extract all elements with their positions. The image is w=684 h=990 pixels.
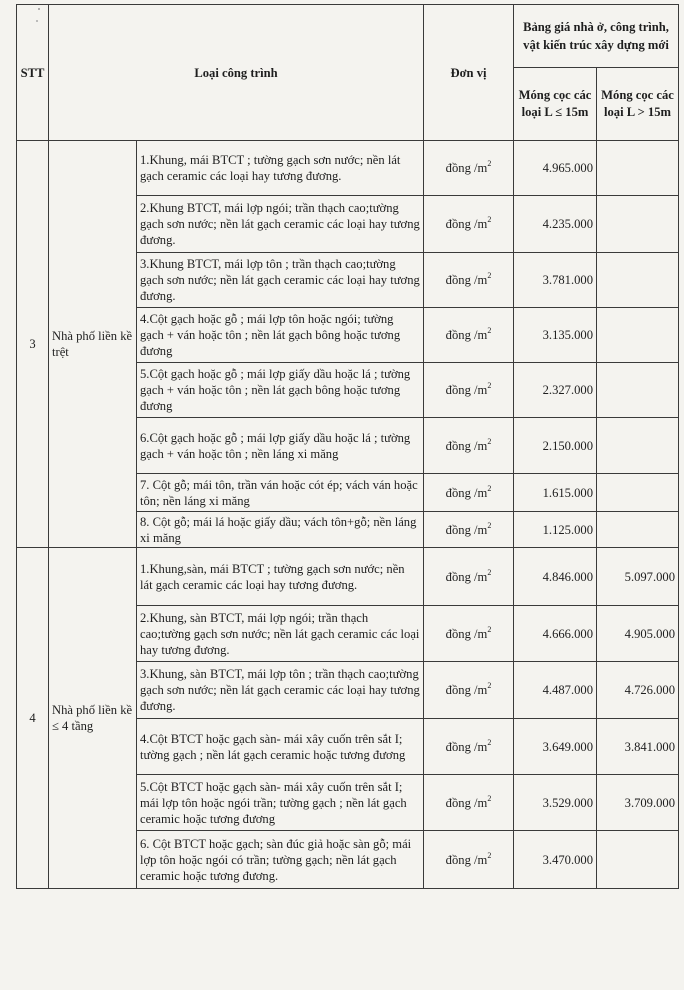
structure-description: 4.Cột gạch hoặc gỗ ; mái lợp tôn hoặc ngói; tường gạch + ván hoặc tôn ; nền lát gạch bông hoặc tương đương [137, 308, 424, 363]
structure-description: 5.Cột gạch hoặc gỗ ; mái lợp giấy dầu hoặc lá ; tường gạch + ván hoặc tôn ; nền lát gạch bông hoặc tương đương [137, 363, 424, 418]
price-long-pile [597, 418, 679, 474]
price-long-pile [597, 196, 679, 253]
structure-description: 3.Khung, sàn BTCT, mái lợp tôn ; trần thạch cao;tường gạch sơn nước; nền lát gạch ceramic các loại hay tương đương. [137, 662, 424, 719]
unit-superscript: 2 [487, 326, 492, 335]
unit-text: đồng /m [445, 739, 488, 754]
unit-superscript: 2 [487, 681, 492, 690]
price-long-pile [597, 831, 679, 889]
structure-description: 6.Cột gạch hoặc gỗ ; mái lợp giấy dầu hoặc lá ; tường gạch + ván hoặc tôn ; nền láng xi măng [137, 418, 424, 474]
unit-text: đồng /m [445, 626, 488, 641]
price-short-pile: 1.125.000 [514, 512, 597, 548]
unit-superscript: 2 [487, 520, 492, 530]
building-type: Nhà phố liền kề trệt [49, 141, 137, 548]
unit-superscript: 2 [487, 436, 492, 446]
structure-description: 5.Cột BTCT hoặc gạch sàn- mái xây cuốn trên sắt I; mái lợp tôn hoặc ngói trần; tường gạch ; nền lát gạch ceramic hoặc tương đương [137, 775, 424, 831]
structure-description: 2.Khung, sàn BTCT, mái lợp ngói; trần thạch cao;tường gạch sơn nước; nền lát gạch ceramic các loại hay tương đương. [137, 606, 424, 662]
unit-cell [424, 308, 514, 363]
price-short-pile: 2.327.000 [514, 363, 597, 418]
unit-text: đồng /m [445, 795, 488, 810]
price-short-pile: 4.846.000 [514, 548, 597, 606]
unit-text: đồng /m [445, 438, 488, 453]
price-long-pile [597, 363, 679, 418]
unit-superscript: 2 [487, 850, 492, 860]
unit-text: đồng /m [445, 383, 488, 397]
header-price-group: Bảng giá nhà ở, công trình, vật kiến trúc xây dựng mới [514, 5, 679, 68]
structure-description: 1.Khung,sàn, mái BTCT ; tường gạch sơn nước; nền lát gạch ceramic các loại hay tương đương. [137, 548, 424, 606]
unit-cell [424, 512, 514, 548]
unit-cell [424, 831, 514, 889]
table-row [17, 548, 679, 606]
unit-text: đồng /m [445, 852, 488, 867]
row-stt: 4 [17, 548, 49, 889]
unit-text: đồng /m [445, 522, 488, 537]
table-body [17, 141, 679, 889]
unit-cell [424, 719, 514, 775]
price-short-pile: 2.150.000 [514, 418, 597, 474]
header-stt: STT [17, 5, 49, 141]
unit-text: đồng /m [445, 683, 488, 697]
price-short-pile: 4.666.000 [514, 606, 597, 662]
unit-superscript: 2 [487, 159, 492, 168]
unit-text: đồng /m [445, 485, 488, 500]
table-row [17, 141, 679, 196]
structure-description: 7. Cột gỗ; mái tôn, trần ván hoặc cót ép; vách ván hoặc tôn; nền láng xi măng [137, 474, 424, 512]
unit-cell [424, 548, 514, 606]
building-type: Nhà phố liền kề ≤ 4 tầng [49, 548, 137, 889]
unit-cell [424, 363, 514, 418]
structure-description: 1.Khung, mái BTCT ; tường gạch sơn nước; nền lát gạch ceramic các loại hay tương đương. [137, 141, 424, 196]
unit-superscript: 2 [487, 271, 492, 280]
price-short-pile: 3.781.000 [514, 253, 597, 308]
price-long-pile: 3.709.000 [597, 775, 679, 831]
unit-superscript: 2 [487, 737, 492, 747]
unit-superscript: 2 [487, 483, 492, 493]
price-short-pile: 4.965.000 [514, 141, 597, 196]
unit-cell [424, 775, 514, 831]
unit-cell [424, 253, 514, 308]
price-table [16, 4, 679, 889]
header-col-short-pile: Móng cọc các loại L ≤ 15m [514, 68, 597, 141]
price-long-pile [597, 141, 679, 196]
price-short-pile: 1.615.000 [514, 474, 597, 512]
structure-description: 2.Khung BTCT, mái lợp ngói; trần thạch cao;tường gạch sơn nước; nền lát gạch ceramic các loại hay tương đương. [137, 196, 424, 253]
price-long-pile: 3.841.000 [597, 719, 679, 775]
structure-description: 6. Cột BTCT hoặc gạch; sàn đúc giả hoặc sàn gỗ; mái lợp tôn hoặc ngói có trần; tường gạch; nền lát gạch ceramic hoặc tương đương. [137, 831, 424, 889]
row-stt: 3 [17, 141, 49, 548]
unit-text: đồng /m [445, 161, 488, 175]
unit-superscript: 2 [487, 215, 492, 224]
price-short-pile: 4.487.000 [514, 662, 597, 719]
unit-cell [424, 474, 514, 512]
unit-text: đồng /m [445, 328, 488, 342]
unit-text: đồng /m [445, 217, 488, 231]
unit-superscript: 2 [487, 624, 492, 634]
price-short-pile: 3.529.000 [514, 775, 597, 831]
unit-cell [424, 141, 514, 196]
price-long-pile [597, 474, 679, 512]
unit-text: đồng /m [445, 569, 488, 584]
header-type: Loại công trình [49, 5, 424, 141]
price-short-pile: 3.135.000 [514, 308, 597, 363]
structure-description: 8. Cột gỗ; mái lá hoặc giấy dầu; vách tôn+gỗ; nền láng xi măng [137, 512, 424, 548]
header-col-long-pile: Móng cọc các loại L > 15m [597, 68, 679, 141]
unit-cell [424, 662, 514, 719]
structure-description: 3.Khung BTCT, mái lợp tôn ; trần thạch cao;tường gạch sơn nước; nền lát gạch ceramic các loại hay tương đương. [137, 253, 424, 308]
structure-description: 4.Cột BTCT hoặc gạch sàn- mái xây cuốn trên sắt I; tường gạch ; nền lát gạch ceramic hoặc tương đương [137, 719, 424, 775]
unit-cell [424, 418, 514, 474]
unit-cell [424, 606, 514, 662]
unit-text: đồng /m [445, 273, 488, 287]
price-short-pile: 3.470.000 [514, 831, 597, 889]
price-long-pile: 4.726.000 [597, 662, 679, 719]
price-long-pile [597, 308, 679, 363]
unit-superscript: 2 [487, 381, 492, 390]
price-short-pile: 4.235.000 [514, 196, 597, 253]
unit-superscript: 2 [487, 793, 492, 803]
header-unit: Đơn vị [424, 5, 514, 141]
price-long-pile: 4.905.000 [597, 606, 679, 662]
price-long-pile [597, 512, 679, 548]
price-short-pile: 3.649.000 [514, 719, 597, 775]
unit-superscript: 2 [487, 567, 492, 577]
unit-cell [424, 196, 514, 253]
price-long-pile [597, 253, 679, 308]
price-long-pile: 5.097.000 [597, 548, 679, 606]
